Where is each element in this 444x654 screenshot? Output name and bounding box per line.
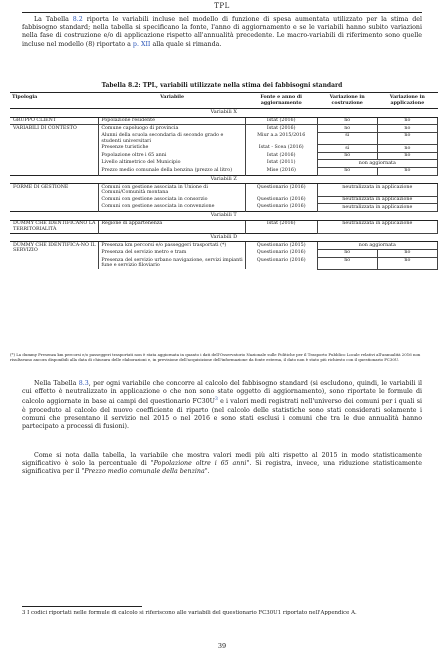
- variabile-cell: Presenza del servizio metro e tram: [99, 249, 245, 257]
- variazione-applicazione-cell: no: [377, 117, 437, 125]
- variabile-cell: Comune capoluogo di provincia: [99, 125, 245, 133]
- variazione-merged-cell: non aggiornata: [317, 160, 437, 168]
- section-row: [10, 175, 438, 184]
- variazione-merged-cell: neutralizzata in applicazione: [317, 196, 437, 204]
- intro-text-3: alla quale si rimanda.: [152, 40, 222, 48]
- fonte-cell: Questionario (2016): [245, 196, 317, 204]
- variabile-cell: Comuni con gestione associata in convenzione: [99, 204, 245, 212]
- variazione-merged-cell: neutralizzata in applicazione: [317, 204, 437, 212]
- variazione-applicazione-cell: no: [377, 152, 437, 160]
- body3-text-a: Come si nota dalla tabella, la variabile che mostra valori medi più alti rispetto al 2015 in modo statisticamente significativo è solo la percentuale di ": [22, 452, 422, 468]
- fonte-cell: Istat (2016): [245, 152, 317, 160]
- variabile-cell: Presenze turistiche: [99, 145, 245, 153]
- variazione-costruzione-cell: no: [317, 167, 377, 175]
- section-label: Variabili T: [10, 212, 438, 221]
- body2-text-a: Nella Tabella: [34, 380, 77, 387]
- tipologia-cell: DUMMY CHE IDENTIFICANO LA TERRITORIALITÀ: [13, 221, 96, 232]
- fonte-cell: Istat - Scea (2016): [245, 145, 317, 153]
- running-header: TPL: [214, 2, 230, 10]
- footnote-rule: [22, 606, 142, 607]
- tipologia-cell: VARIABILI DI CONTESTO: [10, 125, 99, 175]
- fonte-cell: Questionario (2016): [245, 257, 317, 269]
- variazione-applicazione-cell: no: [377, 257, 437, 269]
- fonte-cell: Mise (2016): [245, 167, 317, 175]
- variazione-applicazione-cell: no: [377, 249, 437, 257]
- variabile-cell: Popolazione residente: [99, 117, 245, 125]
- variazione-costruzione-cell: si: [317, 132, 377, 144]
- section-label: Variabili D: [10, 233, 438, 242]
- fonte-cell: Questionario (2016): [245, 204, 317, 212]
- body3-em-1: Popolazione oltre i 65 anni: [153, 460, 247, 468]
- section-label: Variabili Z: [10, 175, 438, 184]
- body3-text-c: ".: [204, 468, 210, 476]
- section-label: Variabili X: [10, 109, 438, 118]
- variazione-costruzione-cell: si: [317, 145, 377, 153]
- col-header-costruzione: Variazione in costruzione: [317, 93, 377, 109]
- footnote-ref[interactable]: 3: [215, 397, 218, 403]
- table-notes: (*) La dummy Presenza km percorsi e/o passeggeri trasportati non è stata aggiornata in quanto i dati dell'Osservatorio Nazionale sulle Politiche per il Trasporto Pubblico Locale relativi all'annualità 2016 non risultavano ancora disponibili alla data di chiusura delle elaborazioni e, in previsione dell'acquisizione dell'informazione da fonte esterna, il dato non è stato più richiesto con il questionario FC30U.: [10, 352, 421, 362]
- body-paragraph-2: [22, 380, 422, 431]
- table-row: [10, 220, 438, 233]
- intro-text-2: riporta le variabili incluse nel modello di funzione di spesa aumentata utilizzato per la stima del fabbisogno standard; nella tabella si specificano la fonte, l'anno di aggiornamento e se le variabili hanno subito variazioni nella fase di costruzione e/o di applicazione rispetto all'annualità precedente. Le macro-variabili di riferimento sono quelle incluse nel modello (8) riportato a: [22, 16, 422, 48]
- intro-text-1: La Tabella: [34, 16, 69, 23]
- variables-table: [10, 92, 438, 270]
- col-header-applicazione: Variazione in applicazione: [377, 93, 437, 109]
- variazione-costruzione-cell: no: [317, 152, 377, 160]
- body-paragraph-3: [22, 452, 422, 477]
- header-rule: [22, 12, 422, 13]
- table-row: [10, 117, 438, 125]
- variabile-cell: Presenza del servizio urbano navigazione, servizi impianti fune e servizio filoviario: [99, 257, 245, 269]
- variabile-cell: Livello altimetrico del Municipio: [99, 160, 245, 168]
- col-header-tipologia: Tipologia: [10, 93, 99, 109]
- variazione-costruzione-cell: no: [317, 117, 377, 125]
- variazione-applicazione-cell: no: [377, 145, 437, 153]
- section-row: [10, 233, 438, 242]
- body3-text-b: ". Si registra, invece, una riduzione statisticamente significativa per il ": [22, 460, 422, 476]
- fonte-cell: Istat (2016): [245, 125, 317, 133]
- variabile-cell: Popolazione oltre i 65 anni: [99, 152, 245, 160]
- page-number: 39: [217, 642, 227, 650]
- tipologia-cell: GRUPPO CLIENT: [13, 118, 57, 124]
- table-row: [10, 125, 438, 133]
- tipologia-cell: DUMMY CHE IDENTIFICA-NO IL SERVIZIO: [13, 242, 96, 254]
- table-header-row: [10, 93, 438, 109]
- table-row: [10, 184, 438, 197]
- variazione-costruzione-cell: no: [317, 125, 377, 133]
- variabile-cell: Prezzo medio comunale della benzina (prezzo al litro): [99, 167, 245, 175]
- page-ref-link[interactable]: p. XII: [132, 40, 151, 48]
- tipologia-cell: FORME DI GESTIONE: [13, 184, 69, 190]
- col-header-fonte: Fonte e anno di aggiornamento: [245, 93, 317, 109]
- col-header-variabile: Variabile: [99, 93, 245, 109]
- footnote: 3 I codici riportati nelle formule di calcolo si riferiscono alle variabili del questionario FC30U1 riportato nell'Appendice A.: [22, 610, 357, 616]
- body2-text-c: e i valori medi registrati nell'universo dei comuni per i quali si è proceduto al calcolo del nuovo coefficiente di riparto (nel calcolo delle statistiche sono stati considerati solamente i comuni che presentano il servizio nel 2015 o nel 2016 e sono stati esclusi i comuni che tra le due annualità hanno partecipato a processi di fusioni).: [22, 398, 422, 431]
- fonte-cell: Istat (2016): [245, 117, 317, 125]
- variabile-cell: Alunni della scuola secondaria di secondo grado e studenti universitari: [99, 132, 245, 144]
- fonte-cell: Questionario (2016): [245, 184, 317, 197]
- fonte-cell: Questionario (2015): [245, 242, 317, 250]
- variazione-merged-cell: neutralizzata in applicazione: [317, 220, 437, 233]
- variazione-applicazione-cell: no: [377, 167, 437, 175]
- table-caption: Tabella 8.2: TPL, variabili utilizzate nella stima dei fabbisogni standard: [101, 82, 343, 89]
- variazione-applicazione-cell: no: [377, 125, 437, 133]
- variabile-cell: Regione di appartenenza: [99, 220, 245, 233]
- body2-text-b: , per ogni variabile che concorre al calcolo del fabbisogno standard (si escludono, quindi, le variabili il cui effetto è neutralizzato in applicazione o che non sono state oggetto di aggiornamento), sono riportate le formule di calcolo aggiornate in base ai campi del questionario FC30U: [22, 380, 422, 406]
- section-row: [10, 109, 438, 118]
- variabile-cell: Comuni con gestione associata in consorzio: [99, 196, 245, 204]
- table-ref-link[interactable]: 8.2: [72, 16, 83, 23]
- body3-em-2: Prezzo medio comunale della benzina: [84, 468, 205, 476]
- section-row: [10, 212, 438, 221]
- variazione-costruzione-cell: no: [317, 249, 377, 257]
- fonte-cell: Miur a.a 2015/2016: [245, 132, 317, 144]
- intro-paragraph: [22, 16, 422, 49]
- fonte-cell: Questionario (2016): [245, 249, 317, 257]
- variabile-cell: Presenza km percorsi e/o passeggeri trasportati (*): [99, 242, 245, 250]
- variazione-applicazione-cell: no: [377, 132, 437, 144]
- variabile-cell: Comuni con gestione associata in Unione di Comuni/Comunità montana: [99, 184, 245, 197]
- variazione-merged-cell: neutralizzata in applicazione: [317, 184, 437, 197]
- table-row: [10, 242, 438, 250]
- fonte-cell: Istat (2016): [245, 220, 317, 233]
- fonte-cell: Istat (2011): [245, 160, 317, 168]
- variazione-costruzione-cell: no: [317, 257, 377, 269]
- table-ref-link-2[interactable]: 8.3: [78, 380, 89, 387]
- variazione-merged-cell: non aggiornata: [317, 242, 437, 250]
